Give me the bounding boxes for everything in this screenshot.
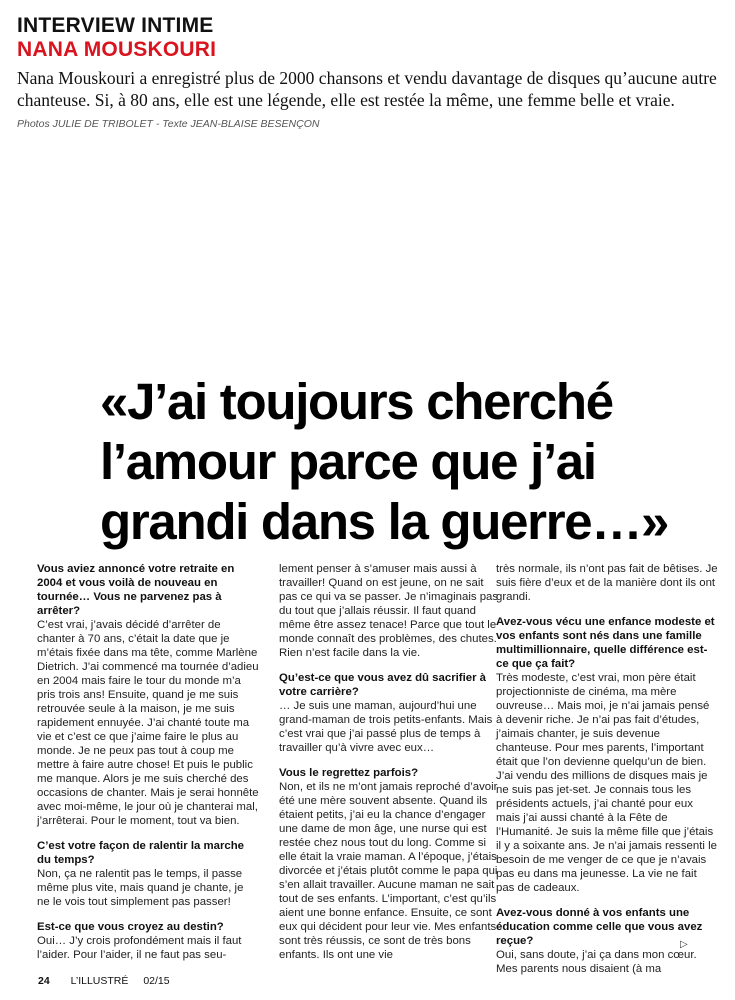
interview-answer: lement penser à s’amuser mais aussi à travailler! Quand on est jeune, on ne sait pas ce qui va se passer. Je n’imaginais pas du tout que j’allais réussir. Il faut quand même être assez tenace! Parce que tout le monde connaît des problèmes, des chutes. Rien n’est facile dans la vie. — [279, 563, 499, 659]
article-lede: Nana Mouskouri a enregistré plus de 2000 chansons et vendu davantage de disques qu’aucune autre chanteuse. Si, à 80 ans, elle est une légende, elle est restée la même, une femme belle et vraie. — [17, 68, 717, 110]
interview-answer: C’est vrai, j’avais décidé d’arrêter de chanter à 70 ans, c’était la date que je m’étais fixée dans ma tête, comme Marlène Dietrich. J’ai commencé ma tournée d’adieu en 2004 mais faire le tour du monde m’a pris trois ans! Ensuite, quand je me suis retrouvée seule à la maison, je me suis rapidement ennuyée. J’ai chanté toute ma vie et c’est ce que j’aime faire le plus au monde. Je ne peux pas tout à coup me mettre à faire autre chose! Et puis le public me manque. Alors je me suis cherché des occasions de chanter. Mais je serai honnête avec moi-même, le jour où je chanterai mal, j’arrêterai. Pour le moment, tout va bien. — [37, 619, 259, 827]
interview-answer: Très modeste, c’est vrai, mon père était projectionniste de cinéma, ma mère ouvreuse… Mais moi, je n’ai jamais pensé à devenir riche. Je n’ai pas fait d’études, j’aimais chanter, je suis devenue chanteuse. Pour mes parents, l’important était que l’on devienne quelqu’un de bien. J’ai vendu des millions de disques mais je ne suis pas jet-set. Je connais tous les présidents actuels, j’ai chanté pour eux mais j’ai aussi chanté à la Fête de l’Humanité. Je suis la même fille que j’étais il y a soixante ans. Je n’ai jamais ressenti le besoin de me venger de ce que je n’avais pas eu dans ma jeunesse. La vie ne fait pas de cadeaux. — [496, 672, 717, 894]
photo-text-credit: Photos JULIE DE TRIBOLET - Texte JEAN-BLAISE BESENÇON — [17, 118, 320, 130]
issue-number: 02/15 — [143, 975, 170, 987]
interview-answer: … Je suis une maman, aujourd’hui une grand-maman de trois petits-enfants. Mais c’est vrai que j’ai passé plus de temps à travailler qu’à vivre avec eux… — [279, 700, 493, 754]
interview-subject: NANA MOUSKOURI — [17, 38, 217, 61]
text-column-1 — [37, 562, 259, 962]
magazine-name: L’ILLUSTRÉ — [70, 975, 129, 987]
interview-question: Vous aviez annoncé votre retraite en 2004 et vous voilà de nouveau en tournée… Vous ne parvenez pas à arrêter? — [37, 563, 235, 617]
page-number: 24 — [38, 975, 50, 987]
pull-quote-headline: «J’ai toujours cherché l’amour parce que j’ai grandi dans la guerre…» — [100, 373, 669, 550]
text-column-2 — [279, 562, 501, 962]
article-header — [17, 14, 717, 130]
interview-question: Avez-vous donné à vos enfants une éducation comme celle que vous avez reçue? — [496, 907, 703, 947]
interview-question: Est-ce que vous croyez au destin? — [37, 921, 224, 933]
triangle-right-outline-icon: ▷ — [680, 939, 688, 950]
interview-answer: Oui, sans doute, j’ai ça dans mon cœur. Mes parents nous disaient (à ma — [496, 949, 697, 975]
page-footer — [38, 975, 182, 987]
interview-answer: Non, et ils ne m’ont jamais reproché d’avoir été une mère souvent absente. Quand ils étaient petits, j’ai eu la chance d’engager une dame de mon âge, une nurse qui est restée chez nous tout du long. Comme si elle était la vraie maman. A l’époque, j’étais divorcée et j’étais plutôt comme le papa qui s’en allait travailler. Aucune maman ne sait tout de ses enfants. L’important, c’est qu’ils aient une bonne enfance. Ensuite, ce sont eux qui décident pour leur vie. Mes enfants sont très réussis, ce sont de très bons enfants. Ils ont une vie — [279, 781, 498, 961]
interview-question: Vous le regrettez parfois? — [279, 767, 419, 779]
text-column-3 — [496, 562, 718, 976]
interview-question: Qu’est-ce que vous avez dû sacrifier à votre carrière? — [279, 672, 487, 698]
interview-question: Avez-vous vécu une enfance modeste et vos enfants sont nés dans une famille multimillionnaire, quelle différence est-ce que ça fait? — [496, 616, 715, 670]
section-kicker: INTERVIEW INTIME — [17, 14, 214, 37]
interview-answer: Oui… J’y crois profondément mais il faut l’aider. Pour l’aider, il ne faut pas seu- — [37, 935, 242, 961]
interview-question: C’est votre façon de ralentir la marche du temps? — [37, 840, 245, 866]
interview-answer: très normale, ils n’ont pas fait de bêtises. Je suis fière d’eux et de la manière dont ils ont grandi. — [496, 563, 718, 603]
interview-answer: Non, ça ne ralentit pas le temps, il passe même plus vite, mais quand je chante, je ne le vois tout simplement pas passer! — [37, 868, 244, 908]
